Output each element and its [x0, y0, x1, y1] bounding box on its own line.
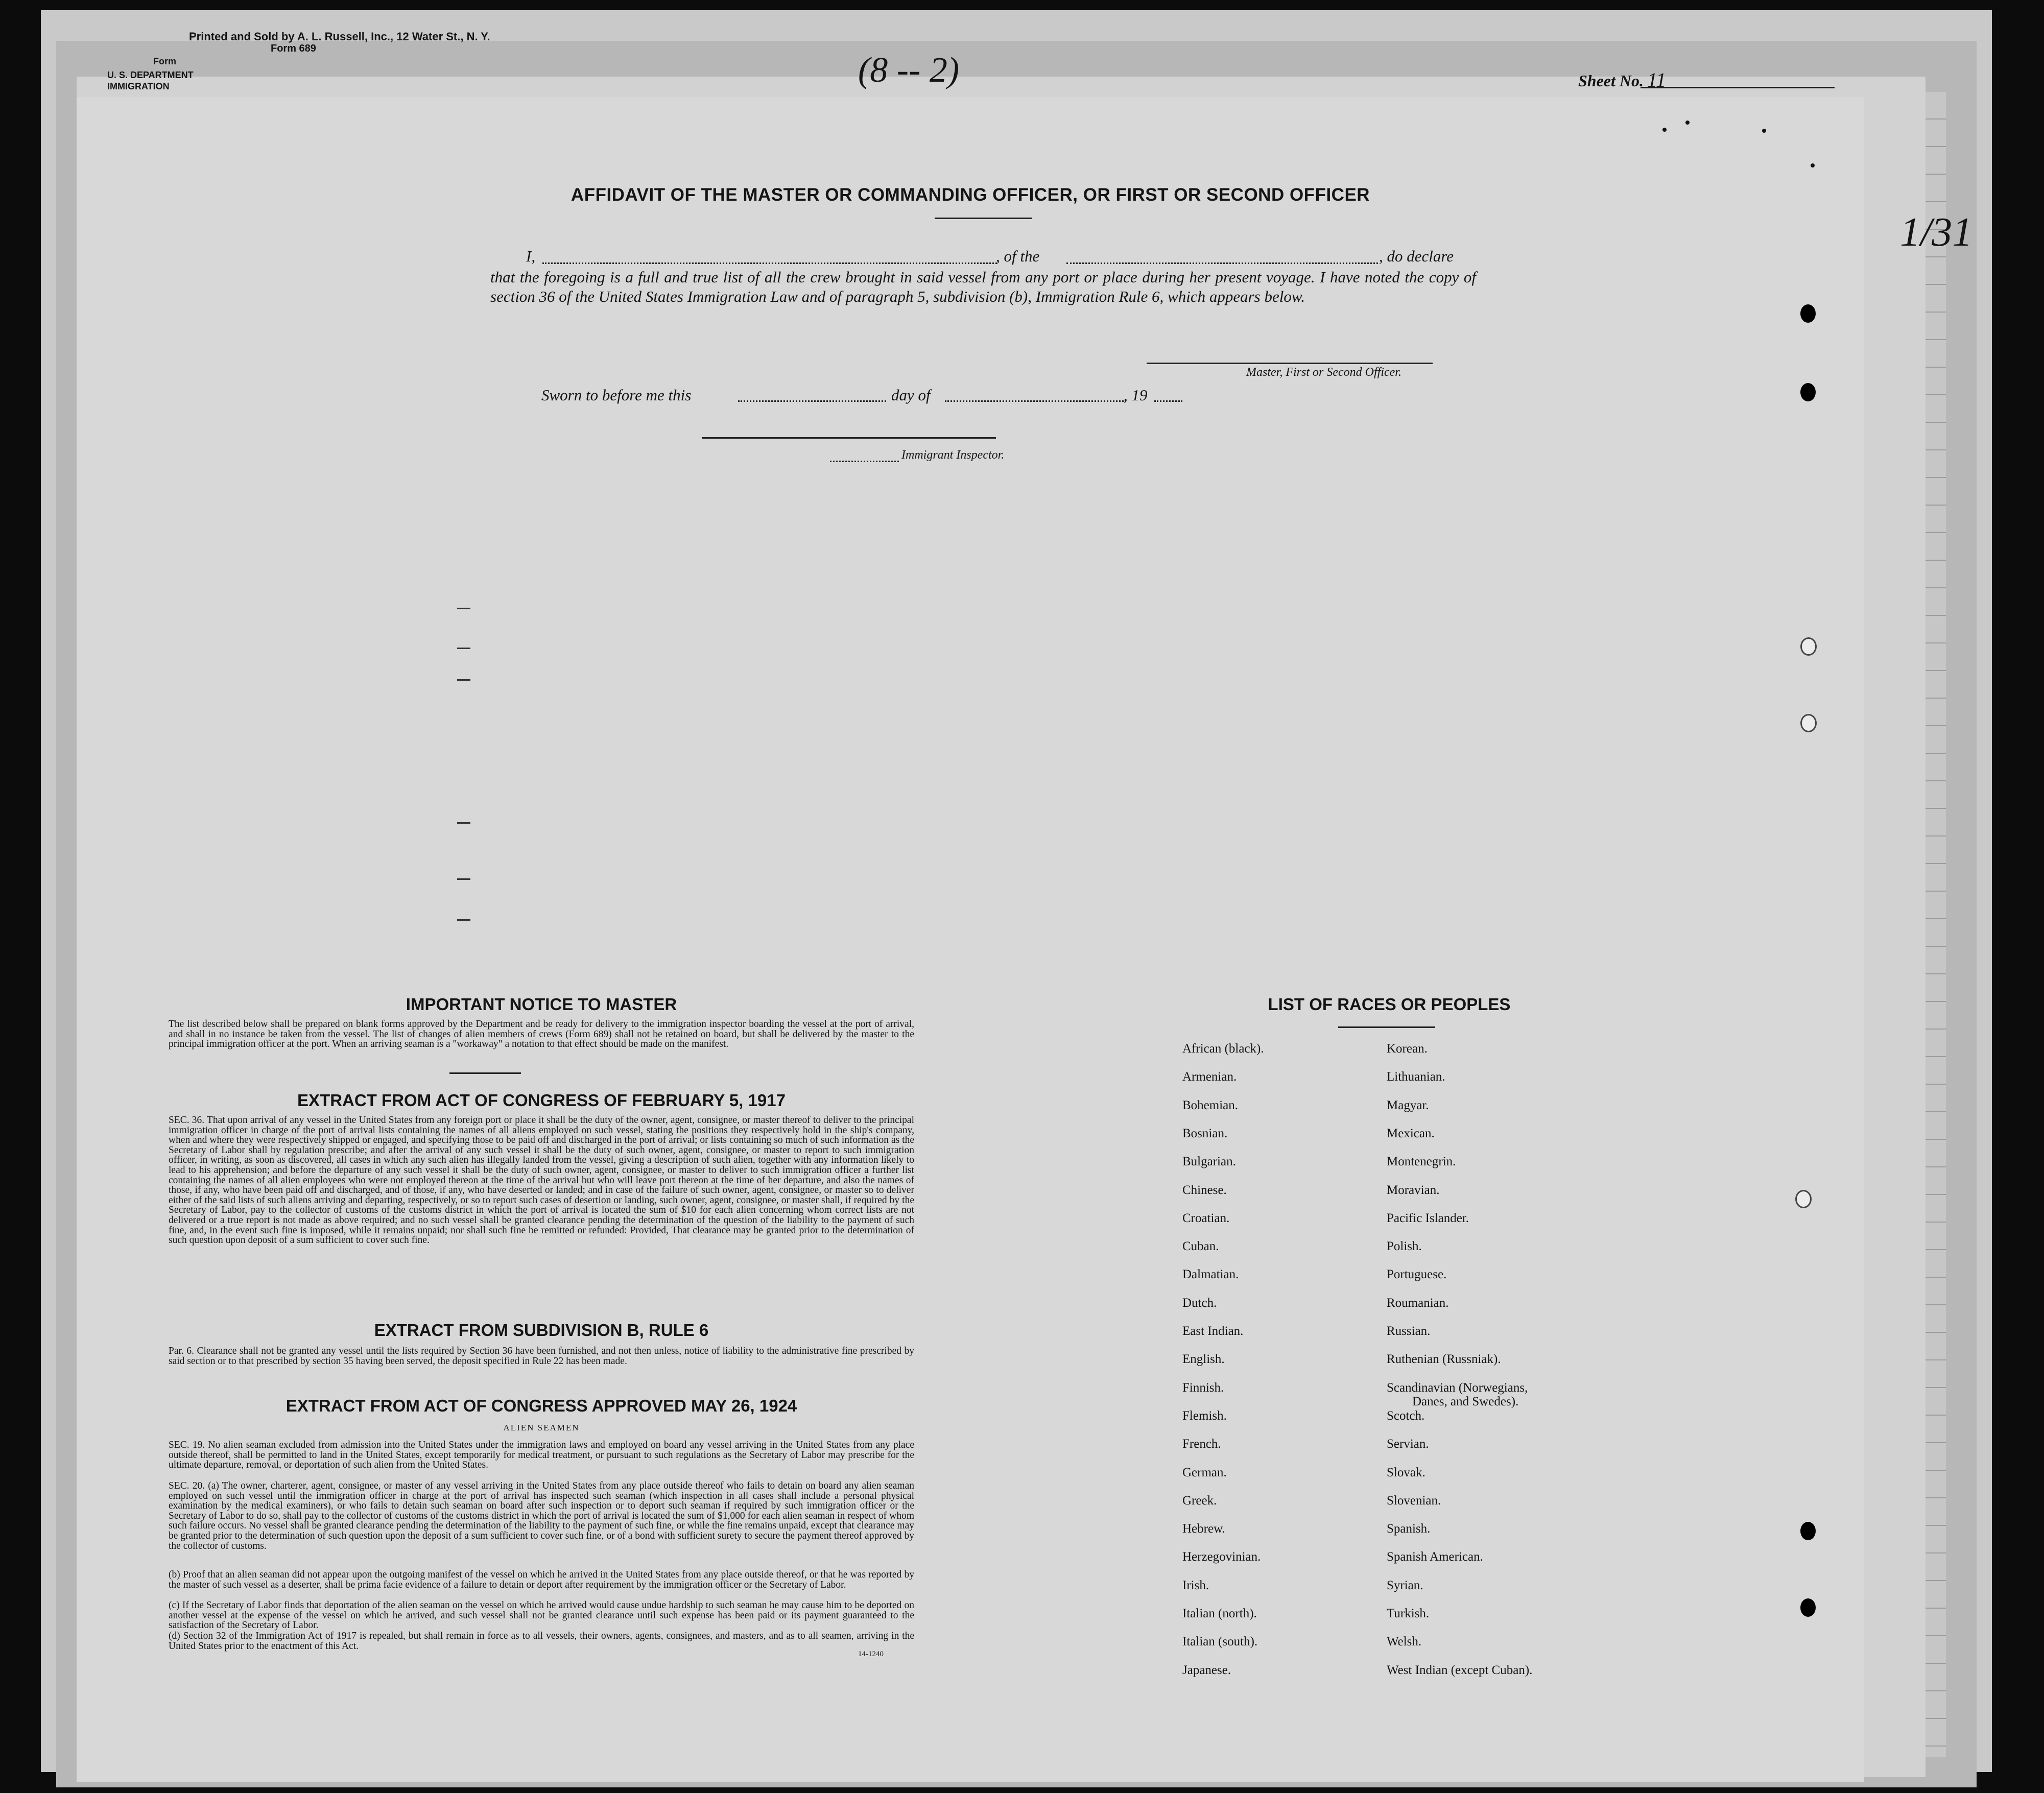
department-line: IMMIGRATION	[107, 81, 170, 91]
race-item: West Indian (except Cuban).	[1387, 1663, 1533, 1677]
races-title: LIST OF RACES OR PEOPLES	[1268, 995, 1511, 1014]
extract-1924-sec20a: SEC. 20. (a) The owner, charterer, agent, consignee, or master of any vessel arriving in the United States from any place outside thereof who fails to detain on board any alien seaman employed on such vessel until the immigration officer in charge at the port of arrival has inspected such seaman (which inspection in all cases shall include a personal physical examination by the medical examiners), or who fails to detain such seaman on board after such inspection or to deport such seaman if required by such immigration officer or the Secretary of Labor to do so, shall pay to the collector of customs of the customs district in which the port of arrival is located the sum of $1,000 for each alien seaman in respect of whom such failure occurs. No vessel shall be granted clearance pending the determination of the liability to the payment of such fine, or while the fine remains unpaid, except that clearance may be granted prior to the determination of such question upon the deposit of a sum sufficient to cover such fine, or of a bond with sufficient surety to secure the payment thereof approved by the collector of customs.	[169, 1480, 914, 1551]
sheet-number-value: 11	[1647, 68, 1667, 91]
race-item: Syrian.	[1387, 1578, 1423, 1592]
ink-speck	[1662, 128, 1667, 132]
punch-hole	[1800, 714, 1817, 732]
section-divider	[449, 1072, 521, 1074]
affidavit-of-the-label: , of the	[996, 247, 1040, 265]
margin-dash	[457, 608, 470, 609]
day-of-label: day of	[891, 386, 931, 404]
printer-line: Printed and Sold by A. L. Russell, Inc., 12 Water St., N. Y.	[189, 30, 490, 43]
punch-hole	[1795, 1190, 1812, 1208]
affidavit-body: that the foregoing is a full and true list of all the crew brought in said vessel from any port or place during her present voyage. I have noted the copy of section 36 of the United States Immigration Law and of paragraph 5, subdivision (b), Immigration Rule 6, which appears below.	[490, 268, 1476, 305]
extract-1924-subtitle: ALIEN SEAMEN	[503, 1423, 580, 1432]
race-item: Finnish.	[1182, 1380, 1224, 1395]
race-item: Armenian.	[1182, 1070, 1237, 1084]
extract-rule6-text: Par. 6. Clearance shall not be granted any vessel until the lists required by Section 36 have been furnished, and not then unless, notice of liability to the administrative fine prescribed by said section or to that prescribed by section 35 having been served, the deposit specified in Rule 22 has been made.	[169, 1346, 914, 1367]
inspector-dotted-lead	[830, 461, 899, 462]
race-item: Lithuanian.	[1387, 1070, 1445, 1084]
race-item: German.	[1182, 1465, 1227, 1479]
notice-title: IMPORTANT NOTICE TO MASTER	[406, 995, 677, 1014]
race-item: Dalmatian.	[1182, 1268, 1239, 1282]
affidavit-title: AFFIDAVIT OF THE MASTER OR COMMANDING OFFICER, OR FIRST OR SECOND OFFICER	[571, 185, 1370, 205]
extract-1917-text: SEC. 36. That upon arrival of any vessel in the United States from any foreign port or place it shall be the duty of the owner, agent, consignee, or master thereof to deliver to the principal immigration officer in charge of the port of arrival lists containing the names of all aliens employed on such vessel, stating the positions they respectively hold in the ship's company, when and where they were respectively shipped or engaged, and specifying those to be paid off and discharged in the port of arrival; or lists containing so much of such information as the Secretary of Labor shall by regulation prescribe; and after the arrival of any such vessel it shall be the duty of such owner, agent, consignee, or master to report to such immigration officer, in writing, as soon as discovered, all cases in which any such alien has illegally landed from the vessel, giving a description of such alien, together with any information likely to lead to his apprehension; and before the departure of any such vessel it shall be the duty of such owner, agent, consignee, or master to deliver to such immigration officer a further list containing the names of all alien employees who were not employed thereon at the time of the arrival but who will leave port thereon at the time of her departure, and also the names of those, if any, who have been paid off and discharged, and of those, if any, who have deserted or landed; and in case of the failure of such owner, agent, consignee, or master so to deliver either of the said lists of such aliens arriving and departing, respectively, or so to report such cases of desertion or landing, such owner, agent, consignee, or master shall, if required by the Secretary of Labor, pay to the collector of customs of the customs district in which the port of arrival is located the sum of $10 for each alien concerning whom correct lists are not delivered or a true report is not made as above required; and no such vessel shall be granted clearance pending the determination of the question of the liability to the payment of such fine, and, in the event such fine is imposed, while it remains unpaid; nor shall such fine be remitted or refunded: Provided, That clearance may be granted prior to the determination of such question upon deposit of a sum sufficient to cover such fine.	[169, 1115, 914, 1246]
department-line: U. S. DEPARTMENT	[107, 70, 194, 80]
race-item: Russian.	[1387, 1324, 1431, 1338]
printer-form-number: Form 689	[271, 43, 316, 54]
extract-rule6-title: EXTRACT FROM SUBDIVISION B, RULE 6	[374, 1321, 709, 1340]
race-item: Dutch.	[1182, 1296, 1217, 1310]
notice-text: The list described below shall be prepared on blank forms approved by the Department and be ready for delivery to the immigration inspector boarding the vessel at the port of arrival, and shall in no instance be taken from the vessel. The list of changes of alien members of crews (Form 689) shall not be retained on board, but shall be delivered by the master to the principal immigration officer at the port. When an arriving seaman is a "workaway" a notation to that effect should be made on the manifest.	[169, 1019, 914, 1050]
extract-1917-title: EXTRACT FROM ACT OF CONGRESS OF FEBRUARY 5, 1917	[297, 1091, 786, 1110]
inspector-caption: Immigrant Inspector.	[901, 448, 1005, 462]
extract-1924-sec20b: (b) Proof that an alien seaman did not appear upon the outgoing manifest of the vessel on which he arrived in the United States from any place outside thereof, or that he was reported by the master of such vessel as a deserter, shall be prima facie evidence of a failure to detain or deport after requirement by the immigration officer or the Secretary of Labor.	[169, 1569, 914, 1590]
affidavit-declare-label: , do declare	[1379, 247, 1454, 265]
race-item: Pacific Islander.	[1387, 1211, 1469, 1225]
race-item: African (black).	[1182, 1042, 1264, 1056]
ink-speck	[1762, 129, 1766, 133]
title-underline	[935, 218, 1032, 219]
margin-dash	[457, 878, 470, 880]
punch-hole	[1800, 304, 1816, 323]
vessel-blank[interactable]	[1066, 262, 1378, 264]
race-item: Korean.	[1387, 1042, 1428, 1056]
race-item: Polish.	[1387, 1239, 1422, 1254]
extract-1924-sec20c: (c) If the Secretary of Labor finds that deportation of the alien seaman on the vessel on which he arrived would cause undue hardship to such seaman he may cause him to be deported on another vessel at the expense of the vessel on which he arrived, and such vessel shall not be granted clearance until such expense has been paid or its payment guaranteed to the satisfaction of the Secretary of Labor.	[169, 1600, 914, 1631]
race-item: Magyar.	[1387, 1098, 1429, 1112]
sworn-day-blank[interactable]	[738, 400, 886, 402]
race-item: East Indian.	[1182, 1324, 1244, 1338]
race-item: Bosnian.	[1182, 1126, 1228, 1140]
race-item: Japanese.	[1182, 1663, 1231, 1677]
race-item: Greek.	[1182, 1493, 1217, 1508]
sheet-number-label: Sheet No.	[1578, 71, 1644, 90]
races-title-underline	[1338, 1026, 1435, 1028]
handwritten-note: (8 -- 2)	[858, 51, 960, 90]
race-item: Slovenian.	[1387, 1493, 1441, 1508]
race-item: Scandinavian (Norwegians,	[1387, 1380, 1528, 1395]
margin-dash	[457, 679, 470, 681]
race-item: Portuguese.	[1387, 1268, 1447, 1282]
punch-hole	[1800, 383, 1816, 401]
sheet-number-line	[1641, 87, 1835, 88]
year-prefix: , 19	[1124, 386, 1148, 404]
affidavit-i-label: I,	[526, 247, 536, 265]
race-item: Spanish American.	[1387, 1550, 1483, 1564]
race-item-continuation: Danes, and Swedes).	[1412, 1394, 1519, 1408]
department-heading	[107, 69, 194, 126]
margin-dash	[457, 919, 470, 921]
race-item: Slovak.	[1387, 1465, 1425, 1479]
race-item: English.	[1182, 1352, 1225, 1367]
form-code: 14-1240	[858, 1650, 884, 1658]
handwritten-side-mark: 1/31	[1900, 210, 1973, 255]
race-item: Spanish.	[1387, 1522, 1431, 1536]
race-item: Chinese.	[1182, 1183, 1227, 1197]
race-item: Turkish.	[1387, 1607, 1430, 1620]
sworn-label: Sworn to before me this	[541, 386, 692, 404]
sworn-month-blank[interactable]	[945, 400, 1126, 402]
race-item: Irish.	[1182, 1578, 1209, 1592]
ink-speck	[1685, 121, 1690, 125]
race-item: Italian (north).	[1182, 1607, 1257, 1620]
extract-1924-title: EXTRACT FROM ACT OF CONGRESS APPROVED MAY 26, 1924	[286, 1396, 797, 1415]
race-item: Bulgarian.	[1182, 1155, 1236, 1169]
punch-hole	[1800, 1522, 1816, 1540]
form-tag: Form	[153, 56, 176, 66]
race-item: French.	[1182, 1437, 1221, 1451]
race-item: Mexican.	[1387, 1126, 1435, 1140]
race-item: Bohemian.	[1182, 1098, 1239, 1112]
race-item: Moravian.	[1387, 1183, 1440, 1197]
race-item: Italian (south).	[1182, 1635, 1258, 1649]
master-signature-line[interactable]	[1147, 363, 1433, 364]
master-caption: Master, First or Second Officer.	[1246, 366, 1401, 379]
ink-speck	[1811, 163, 1815, 168]
sworn-year-blank[interactable]	[1154, 400, 1182, 402]
margin-dash	[457, 822, 470, 824]
race-item: Welsh.	[1387, 1635, 1422, 1649]
name-blank[interactable]	[542, 262, 997, 264]
punch-hole	[1800, 1598, 1816, 1617]
race-item: Hebrew.	[1182, 1522, 1225, 1536]
race-item: Ruthenian (Russniak).	[1387, 1352, 1501, 1367]
race-item: Herzegovinian.	[1182, 1550, 1261, 1564]
race-item: Scotch.	[1387, 1408, 1425, 1423]
inspector-signature-line[interactable]	[702, 437, 996, 439]
race-item: Roumanian.	[1387, 1296, 1449, 1310]
race-item: Flemish.	[1182, 1408, 1227, 1423]
race-item: Montenegrin.	[1387, 1155, 1456, 1169]
margin-dash	[457, 648, 470, 649]
race-item: Cuban.	[1182, 1239, 1219, 1254]
race-item: Servian.	[1387, 1437, 1429, 1451]
extract-1924-sec20d: (d) Section 32 of the Immigration Act of 1917 is repealed, but shall remain in force as to all vessels, their owners, agents, consignees, and masters, and as to all seamen, arriving in the United States prior to the enactment of this Act.	[169, 1631, 914, 1652]
punch-hole	[1800, 637, 1817, 656]
extract-1924-sec19: SEC. 19. No alien seaman excluded from admission into the United States under the immigration laws and employed on board any vessel arriving in the United States from any place outside thereof, shall be permitted to land in the United States, except temporarily for medical treatment, or pursuant to such regulations as the Secretary of Labor may prescribe for the ultimate departure, removal, or deportation of such alien from the United States.	[169, 1440, 914, 1471]
race-item: Croatian.	[1182, 1211, 1230, 1225]
